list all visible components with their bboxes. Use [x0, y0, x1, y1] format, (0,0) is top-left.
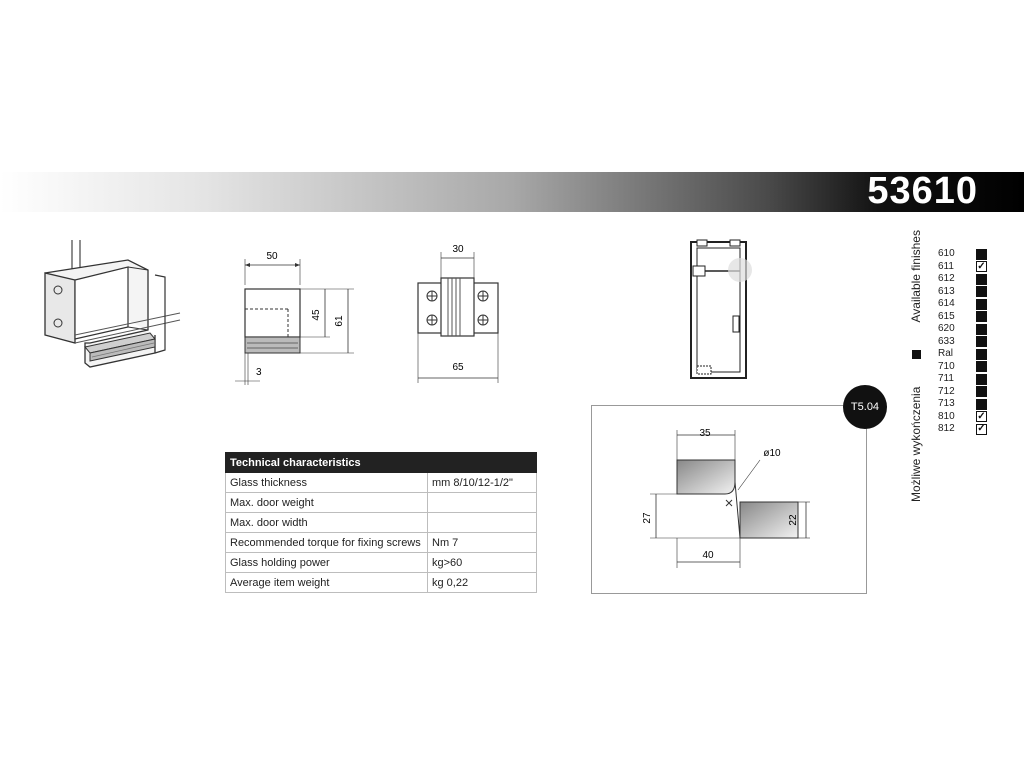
dim-t504-right: 22: [788, 514, 799, 526]
finish-row: [938, 298, 987, 311]
finish-code: Ral: [938, 348, 954, 359]
technical-table: [225, 452, 537, 593]
separator-square-icon: [912, 350, 921, 359]
side-view-drawing: [230, 245, 360, 390]
finish-code: 620: [938, 323, 955, 334]
finish-checkbox-icon: [976, 324, 987, 335]
front-view-drawing: [408, 238, 508, 383]
row-value: kg>60: [428, 553, 537, 573]
finish-code: 613: [938, 285, 955, 297]
finish-checkbox-icon: [976, 299, 987, 310]
finish-checkbox-icon: [976, 274, 987, 285]
row-value: [428, 513, 537, 533]
finish-code: 713: [938, 398, 955, 409]
finish-checkbox-icon: [976, 399, 987, 410]
finishes-label-en: Available finishes: [909, 230, 923, 323]
finish-row: [938, 336, 987, 349]
finish-checkbox-icon: [976, 311, 987, 322]
dim-side-width: 50: [266, 251, 278, 262]
dim-side-bottom: 3: [256, 367, 262, 378]
finishes-label-pl: Możliwe wykończenia: [909, 386, 923, 502]
finish-row: [938, 398, 987, 411]
dim-t504-diameter: ø10: [763, 448, 781, 459]
finish-row: [938, 423, 987, 436]
table-row: [226, 553, 537, 573]
finish-checkbox-icon: [976, 286, 987, 297]
row-label: Average item weight: [226, 573, 428, 593]
finish-checkbox-checked-icon: ✓: [977, 410, 986, 422]
finish-code: 614: [938, 298, 955, 309]
finish-code: 812: [938, 423, 955, 434]
finish-code: 711: [938, 373, 954, 384]
finish-row: [938, 273, 987, 286]
dim-t504-bottom: 40: [702, 550, 714, 561]
table-header-row: [226, 453, 537, 473]
dim-side-height-inner: 45: [311, 309, 322, 321]
row-label: Max. door weight: [226, 493, 428, 513]
finish-code: 810: [938, 410, 955, 422]
dim-front-width: 65: [452, 362, 464, 373]
finish-checkbox-icon: [976, 374, 987, 385]
table-row: [226, 533, 537, 553]
finish-row: [938, 386, 987, 399]
dim-side-height-outer: 61: [334, 315, 345, 327]
finish-row: [938, 311, 987, 324]
finish-row: [938, 261, 987, 274]
finishes-rotated-label: [909, 230, 925, 502]
table-row: [226, 573, 537, 593]
row-value: [428, 493, 537, 513]
finish-code: 712: [938, 385, 955, 397]
table-title: Technical characteristics: [226, 453, 428, 473]
finish-row: [938, 348, 987, 361]
table-row: [226, 493, 537, 513]
finish-row: [938, 411, 987, 424]
product-illustration: [30, 235, 190, 380]
finish-code: 633: [938, 335, 955, 347]
finish-code: 710: [938, 360, 955, 372]
finish-row: [938, 248, 987, 261]
row-value: Nm 7: [428, 533, 537, 553]
finish-checkbox-icon: [976, 386, 987, 397]
finish-checkbox-icon: [976, 336, 987, 347]
t504-badge: T5.04: [843, 385, 887, 429]
finish-row: [938, 373, 987, 386]
finish-row: [938, 361, 987, 374]
row-label: Max. door width: [226, 513, 428, 533]
finish-checkbox-checked-icon: ✓: [977, 260, 986, 272]
finish-code: 615: [938, 310, 955, 322]
finish-code: 612: [938, 273, 955, 284]
dim-front-top: 30: [452, 244, 464, 255]
row-label: Glass holding power: [226, 553, 428, 573]
finish-row: [938, 286, 987, 299]
finish-checkbox-icon: [976, 361, 987, 372]
finish-checkbox-checked-icon: ✓: [977, 423, 986, 435]
row-label: Recommended torque for fixing screws: [226, 533, 428, 553]
table-row: [226, 473, 537, 493]
finish-checkbox-icon: [976, 249, 987, 260]
table-row: [226, 513, 537, 533]
row-label: Glass thickness: [226, 473, 428, 493]
product-code: 53610: [867, 170, 978, 212]
t504-drawing: [630, 420, 820, 575]
finish-code: 611: [938, 260, 954, 272]
finishes-list: [938, 248, 987, 436]
dim-t504-top: 35: [699, 428, 711, 439]
finish-row: [938, 323, 987, 336]
row-value: kg 0,22: [428, 573, 537, 593]
dim-t504-left: 27: [642, 512, 653, 524]
finish-checkbox-icon: [976, 349, 987, 360]
profile-section-drawing: [685, 238, 765, 383]
table-header-value: [428, 453, 537, 473]
finish-code: 610: [938, 248, 955, 259]
row-value: mm 8/10/12-1/2": [428, 473, 537, 493]
